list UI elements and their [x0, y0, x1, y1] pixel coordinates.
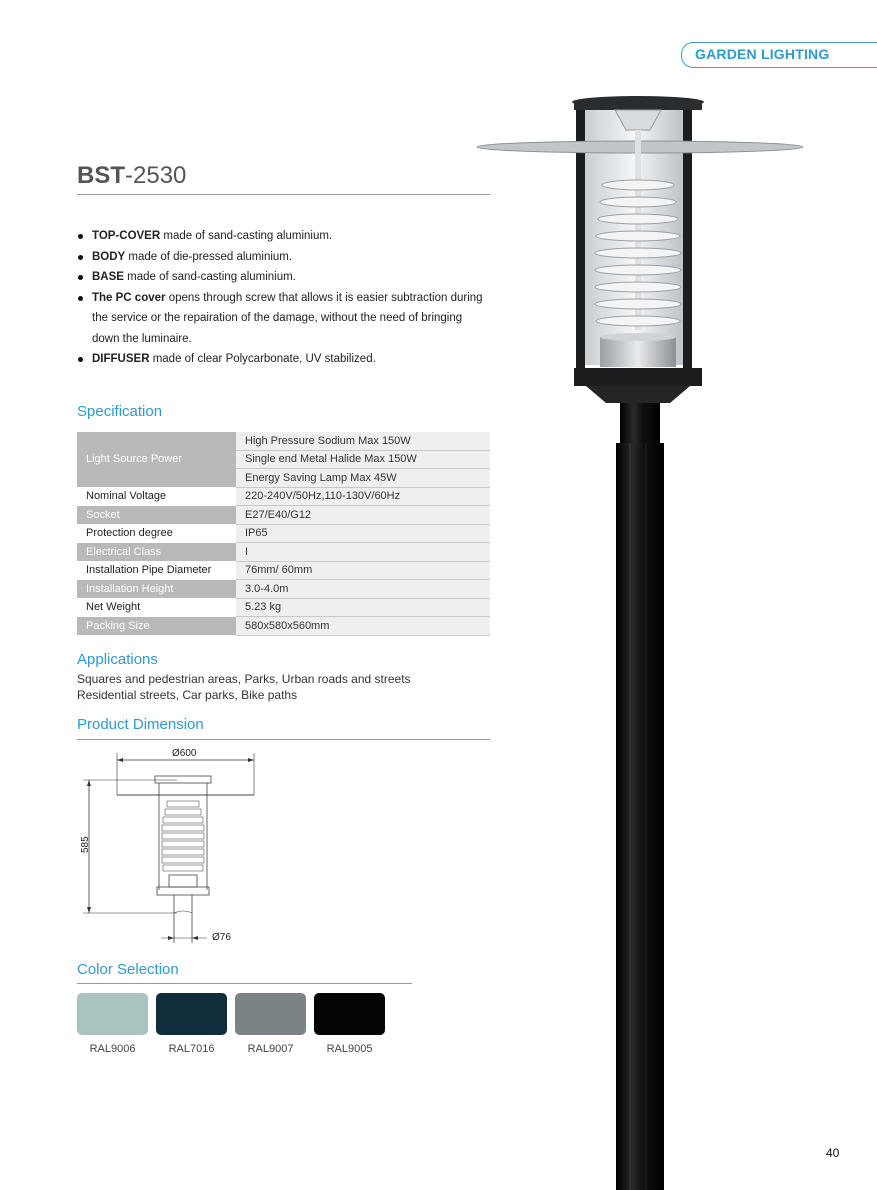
color-divider: [77, 983, 412, 984]
spec-value: 3.0-4.0m: [236, 580, 490, 599]
table-row: [77, 432, 490, 451]
spec-label: Protection degree: [77, 524, 236, 543]
swatch-ral9007: [235, 993, 306, 1035]
spec-value: E27/E40/G12: [236, 506, 490, 525]
spec-label: Installation Height: [77, 580, 236, 599]
height-label: 585: [80, 836, 91, 853]
spec-label: Light Source Power: [77, 432, 236, 488]
model-number: -2530: [125, 162, 187, 189]
dimension-drawing: [77, 745, 277, 950]
table-row: [77, 487, 490, 506]
model-prefix: BST: [77, 162, 125, 189]
table-row: [77, 543, 490, 562]
feature-item: BASE made of sand-casting aluminium.: [77, 267, 487, 288]
swatch-label: RAL9007: [247, 1043, 294, 1055]
specification-table: [77, 431, 490, 636]
swatch-label: RAL7016: [168, 1043, 215, 1055]
title-divider: [77, 194, 490, 195]
color-heading: Color Selection: [77, 961, 179, 978]
page-number: 40: [826, 1146, 840, 1160]
dimension-divider: [77, 739, 490, 740]
feature-item: The PC cover opens through screw that allows it is easier subtraction during the service or the repairation of the damage, without the need of bringing down the luminaire.: [77, 288, 487, 350]
spec-value: 5.23 kg: [236, 598, 490, 617]
lamp-illustration: [470, 85, 830, 1190]
swatch-label: RAL9005: [326, 1043, 373, 1055]
spec-label: Nominal Voltage: [77, 487, 236, 506]
swatch-label: RAL9006: [89, 1043, 136, 1055]
specification-heading: Specification: [77, 403, 163, 420]
spec-label: Installation Pipe Diameter: [77, 561, 236, 580]
applications-line: Squares and pedestrian areas, Parks, Urban roads and streets: [77, 672, 411, 686]
table-row: [77, 524, 490, 543]
spec-value: 580x580x560mm: [236, 617, 490, 636]
spec-value: Single end Metal Halide Max 150W: [236, 450, 490, 469]
width-label: Ø600: [172, 748, 197, 759]
applications-line: Residential streets, Car parks, Bike paths: [77, 688, 298, 702]
pipe-label: Ø76: [212, 932, 231, 943]
table-row: [77, 617, 490, 636]
category-tag: [681, 42, 877, 68]
spec-value: 220-240V/50Hz,110-130V/60Hz: [236, 487, 490, 506]
swatch-ral7016: [156, 993, 227, 1035]
spec-label: Packing Size: [77, 617, 236, 636]
table-row: [77, 506, 490, 525]
swatch-ral9006: [77, 993, 148, 1035]
dimension-heading: Product Dimension: [77, 716, 204, 733]
table-row: [77, 561, 490, 580]
spec-label: Socket: [77, 506, 236, 525]
spec-value: Energy Saving Lamp Max 45W: [236, 469, 490, 488]
product-title: [77, 162, 186, 190]
table-row: [77, 598, 490, 617]
applications-text: [77, 671, 411, 703]
spec-value: High Pressure Sodium Max 150W: [236, 432, 490, 451]
swatch-ral9005: [314, 993, 385, 1035]
applications-heading: Applications: [77, 651, 158, 668]
feature-list: [77, 226, 487, 370]
feature-item: BODY made of die-pressed aluminium.: [77, 247, 487, 268]
spec-value: I: [236, 543, 490, 562]
spec-label: Net Weight: [77, 598, 236, 617]
spec-label: Electrical Class: [77, 543, 236, 562]
table-row: [77, 580, 490, 599]
category-label: GARDEN LIGHTING: [695, 46, 830, 62]
spec-value: 76mm/ 60mm: [236, 561, 490, 580]
feature-item: DIFFUSER made of clear Polycarbonate, UV stabilized.: [77, 349, 487, 370]
feature-item: TOP-COVER made of sand-casting aluminium.: [77, 226, 487, 247]
spec-value: IP65: [236, 524, 490, 543]
